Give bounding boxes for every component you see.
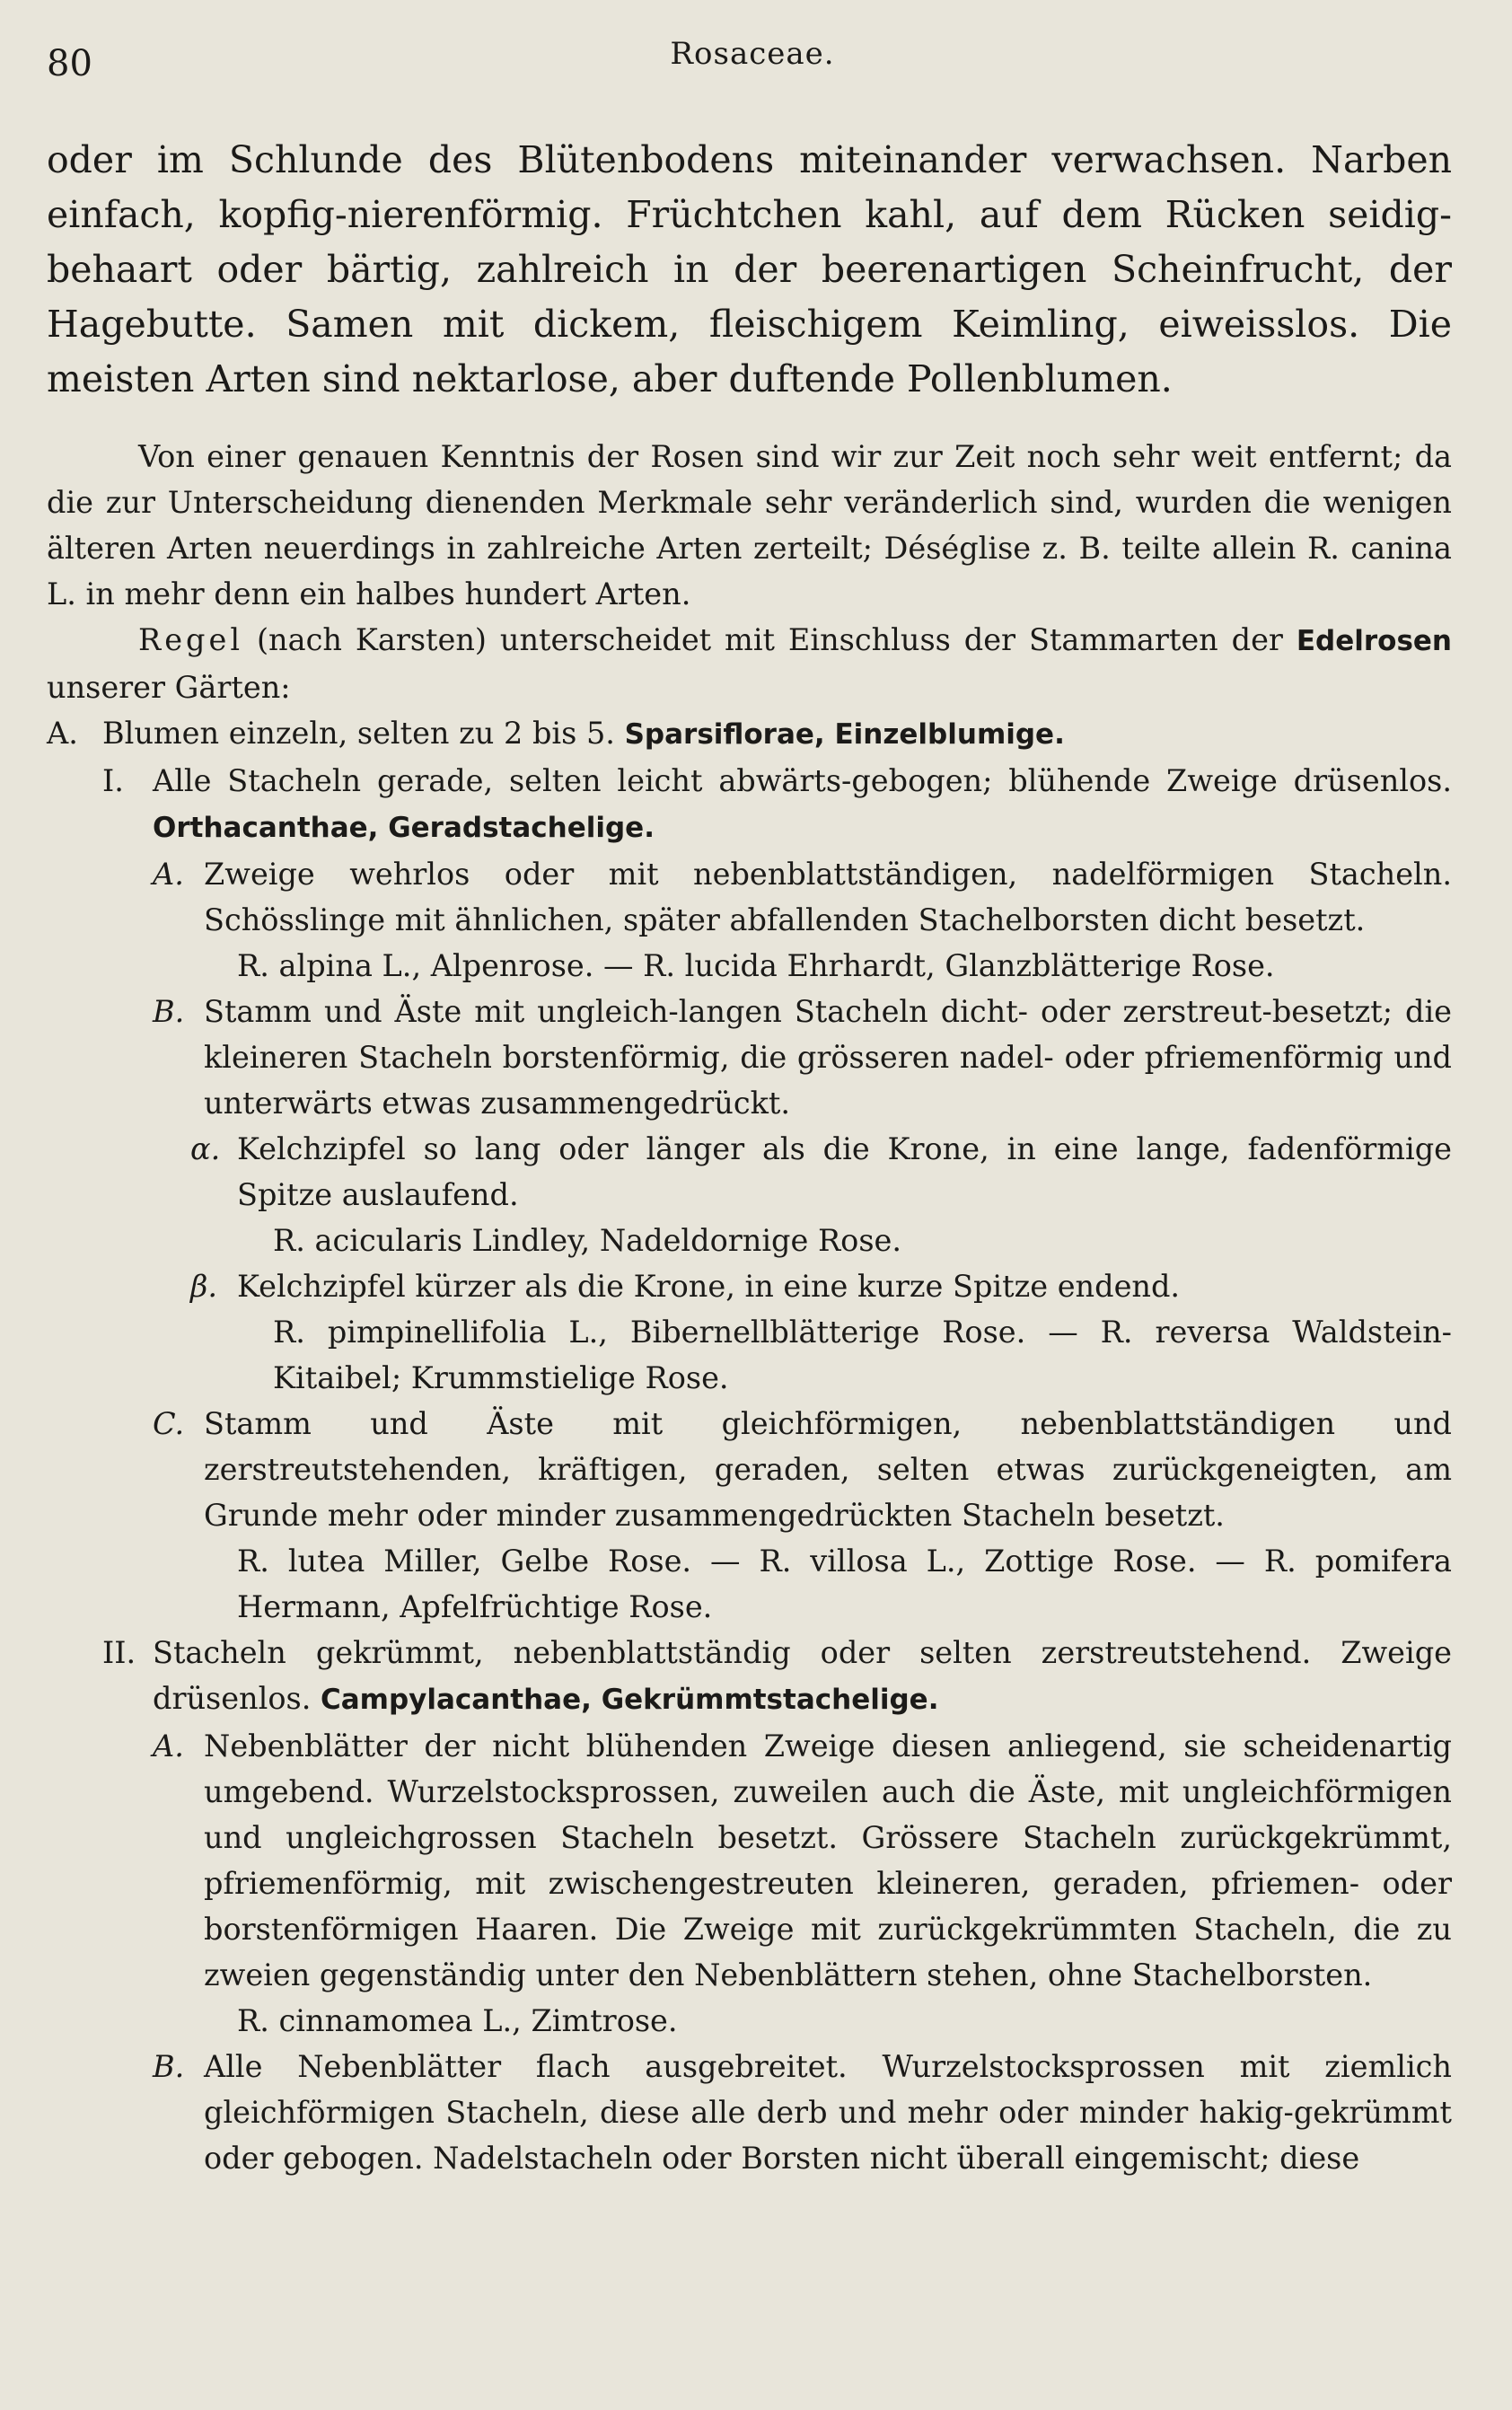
term-edelrosen: Edelrosen	[1296, 625, 1452, 657]
intro-paragraph: Von einer genauen Kenntnis der Rosen sind wir zur Zeit noch sehr weit entfernt; da die zur Unterscheidung dienenden Merkmale sehr veränderlich sind, wurden die wenigen älteren Arten neuerdings in zahlreiche Arten zerteilt; Déséglise z. B. teilte allein R. canina L. in mehr denn ein halbes hundert Arten.	[47, 439, 1452, 611]
group-ii-a: A. Nebenblätter der nicht blühenden Zweige diesen anliegend, sie scheidenartig umgebend. Wurzelstocksprossen, zuweilen auch die Äste, mit ungleichförmigen und ungleichgrossen Stacheln besetzt. Grössere Stacheln zurückgekrümmt, pfriemenförmig, mit zwischengestreuten kleineren, geraden, pfriemen- oder borstenförmigen Haaren. Die Zweige mit zurückgekrümmten Stacheln, die zu zweien gegenständig unter den Nebenblättern stehen, ohne Stachelborsten.	[153, 1728, 1452, 1992]
group-i-a: A. Zweige wehrlos oder mit nebenblattständigen, nadelförmigen Stacheln. Schösslinge mit ähnlichen, später abfallenden Stachelborsten dicht besetzt.	[153, 857, 1452, 937]
species-list: R. pimpinellifolia L., Bibernellblätterige Rose. — R. reversa Waldstein-Kitaibel; Krummstielige Rose.	[273, 1315, 1452, 1395]
species-list: R. alpina L., Alpenrose. — R. lucida Ehrhardt, Glanzblätterige Rose.	[237, 948, 1275, 983]
subsection-i: I. Alle Stacheln gerade, selten leicht abwärts-gebogen; blühende Zweige drüsenlos. Orthacanthae, Geradstachelige.	[102, 763, 1452, 844]
species-list: R. cinnamomea L., Zimtrose.	[237, 2003, 678, 2038]
section-a: A. Blumen einzeln, selten zu 2 bis 5. Sparsiflorae, Einzelblumige.	[47, 716, 1065, 751]
page-header	[47, 34, 1458, 88]
page-number: 80	[47, 43, 92, 84]
group-i-b-alpha: α. Kelchzipfel so lang oder länger als die Krone, in eine lange, fadenförmige Spitze auslaufend.	[190, 1131, 1452, 1212]
page-body	[47, 133, 1452, 2181]
description-paragraph: oder im Schlunde des Blütenbodens miteinander verwachsen. Narben einfach, kopfig-nierenförmig. Früchtchen kahl, auf dem Rücken seidig-behaart oder bärtig, zahlreich in der beerenartigen Scheinfrucht, der Hagebutte. Samen mit dickem, fleischigem Keimling, eiweisslos. Die meisten Arten sind nektarlose, aber duftende Pollenblumen.	[47, 138, 1452, 400]
subsection-ii: II. Stacheln gekrümmt, nebenblattständig oder selten zerstreutstehend. Zweige drüsenlos. Campylacanthae, Gekrümmtstachelige.	[102, 1635, 1452, 1716]
species-list: R. acicularis Lindley, Nadeldornige Rose.	[273, 1223, 902, 1258]
running-title: Rosaceae.	[670, 36, 835, 72]
group-name-orthacanthae: Orthacanthae, Geradstachelige.	[153, 812, 655, 844]
group-i-c: C. Stamm und Äste mit gleichförmigen, nebenblattständigen und zerstreutstehenden, kräftigen, geraden, selten etwas zurückgeneigten, am Grunde mehr oder minder zusammengedrückten Stacheln besetzt.	[153, 1406, 1452, 1533]
classification-intro: Regel (nach Karsten) unterscheidet mit Einschluss der Stammarten der Edelrosen unserer Gärten:	[47, 622, 1452, 705]
group-ii-b: B. Alle Nebenblätter flach ausgebreitet. Wurzelstocksprossen mit ziemlich gleichförmigen Stacheln, diese alle derb und mehr oder minder hakig-gekrümmt oder gebogen. Nadelstacheln oder Borsten nicht überall eingemischt; diese	[153, 2049, 1452, 2176]
species-list: R. lutea Miller, Gelbe Rose. — R. villosa L., Zottige Rose. — R. pomifera Hermann, Apfelfrüchtige Rose.	[237, 1544, 1452, 1624]
group-i-b: B. Stamm und Äste mit ungleich-langen Stacheln dicht- oder zerstreut-besetzt; die kleineren Stacheln borstenförmig, die grösseren nadel- oder pfriemenförmig und unterwärts etwas zusammengedrückt.	[153, 994, 1452, 1121]
author-name: Regel	[138, 622, 244, 657]
group-name-sparsiflorae: Sparsiflorae, Einzelblumige.	[624, 718, 1065, 751]
group-name-campylacanthae: Campylacanthae, Gekrümmtstachelige.	[321, 1684, 939, 1716]
group-i-b-beta: β. Kelchzipfel kürzer als die Krone, in eine kurze Spitze endend.	[190, 1269, 1181, 1304]
